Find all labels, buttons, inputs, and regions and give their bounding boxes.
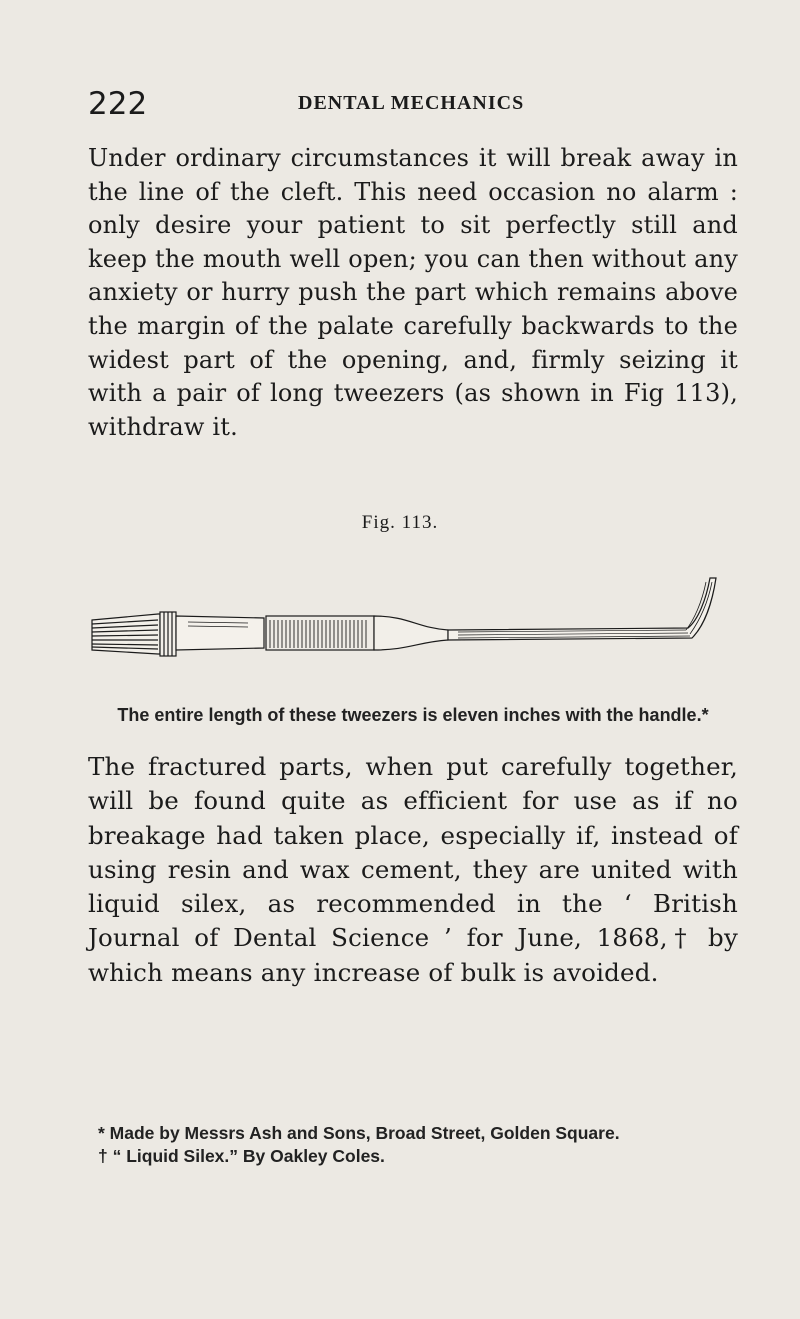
tweezers-icon — [88, 560, 738, 670]
paragraph-2: The fractured parts, when put carefully together, will be found quite as efficient for use as if no breakage had taken place, especially if, instead of using resin and wax cement, they are united with liquid silex, as recommended in the ‘ British Journal of Dental Science ’ for June, 1868,† by which means any increase of bulk is avoided. — [88, 752, 738, 987]
page-number: 222 — [88, 86, 148, 122]
paragraph-1: Under ordinary circumstances it will break away in the line of the cleft. This need occasion no alarm : only desire your patient to sit perfectly still and keep the mouth well open; you can then without any anxiety or hurry push the part which remains above the margin of the palate carefully backwards to the widest part of the opening, and, firmly seizing it with a pair of long tweezers (as shown in Fig 113), withdraw it. — [88, 144, 738, 441]
footnote-1: * Made by Messrs Ash and Sons, Broad Street, Golden Square. — [98, 1123, 620, 1143]
running-title: DENTAL MECHANICS — [298, 92, 525, 114]
figure-label: Fig. 113. — [361, 512, 439, 533]
footnote-2: † “ Liquid Silex.” By Oakley Coles. — [98, 1146, 385, 1166]
figure-caption: The entire length of these tweezers is eleven inches with the handle.* — [117, 705, 709, 725]
page-header — [88, 84, 738, 128]
tweezers-illustration — [88, 560, 738, 670]
footnotes — [88, 1122, 738, 1168]
